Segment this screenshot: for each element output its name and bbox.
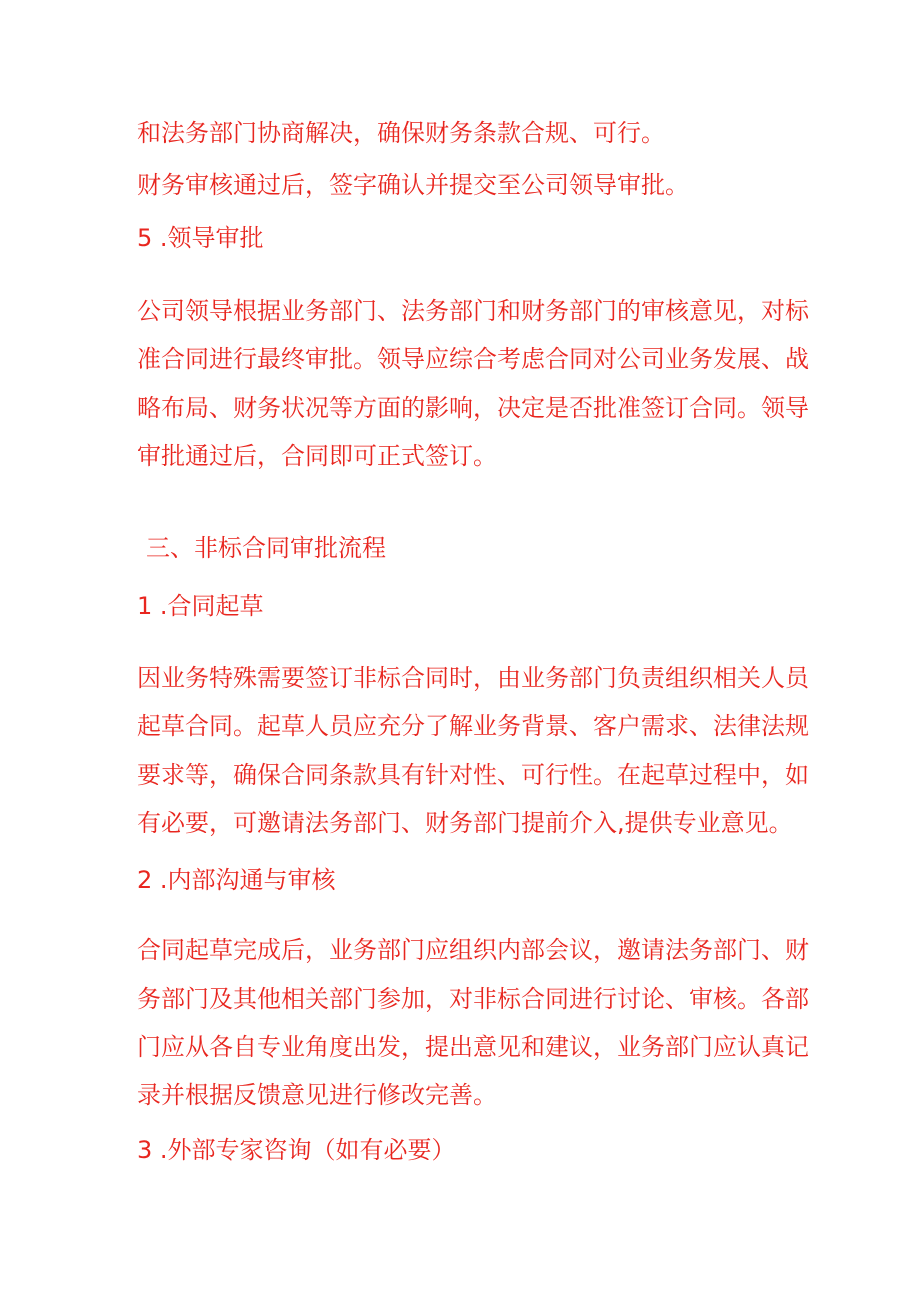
item1-line-2: 起草合同。起草人员应充分了解业务背景、客户需求、法律法规 bbox=[137, 712, 809, 740]
item5-line-1: 公司领导根据业务部门、法务部门和财务部门的审核意见，对标 bbox=[137, 297, 809, 325]
item1-line-3: 要求等，确保合同条款具有针对性、可行性。在起草过程中，如 bbox=[137, 761, 809, 789]
item2-line-1: 合同起草完成后，业务部门应组织内部会议，邀请法务部门、财 bbox=[137, 936, 809, 964]
item5-line-4: 审批通过后，合同即可正式签订。 bbox=[137, 442, 497, 470]
item3-heading: 3 .外部专家咨询（如有必要） bbox=[137, 1136, 456, 1164]
item5-line-2: 准合同进行最终审批。领导应综合考虑合同对公司业务发展、战 bbox=[137, 345, 809, 373]
item2-line-2: 务部门及其他相关部门参加，对非标合同进行讨论、审核。各部 bbox=[137, 985, 809, 1013]
item5-heading: 5 .领导审批 bbox=[137, 224, 264, 252]
item1-heading: 1 .合同起草 bbox=[137, 592, 264, 620]
item2-line-4: 录并根据反馈意见进行修改完善。 bbox=[137, 1081, 497, 1109]
intro-line-1: 和法务部门协商解决，确保财务条款合规、可行。 bbox=[137, 119, 665, 147]
intro-line-2: 财务审核通过后，签字确认并提交至公司领导审批。 bbox=[137, 171, 689, 199]
item5-line-3: 略布局、财务状况等方面的影响，决定是否批准签订合同。领导 bbox=[137, 394, 809, 422]
item1-line-1: 因业务特殊需要签订非标合同时，由业务部门负责组织相关人员 bbox=[137, 664, 809, 692]
item2-heading: 2 .内部沟通与审核 bbox=[137, 866, 336, 894]
item2-line-3: 门应从各自专业角度出发，提出意见和建议，业务部门应认真记 bbox=[137, 1033, 809, 1061]
item1-line-4: 有必要，可邀请法务部门、财务部门提前介入,提供专业意见。 bbox=[137, 809, 793, 837]
section-3-title: 三、非标合同审批流程 bbox=[146, 534, 386, 562]
